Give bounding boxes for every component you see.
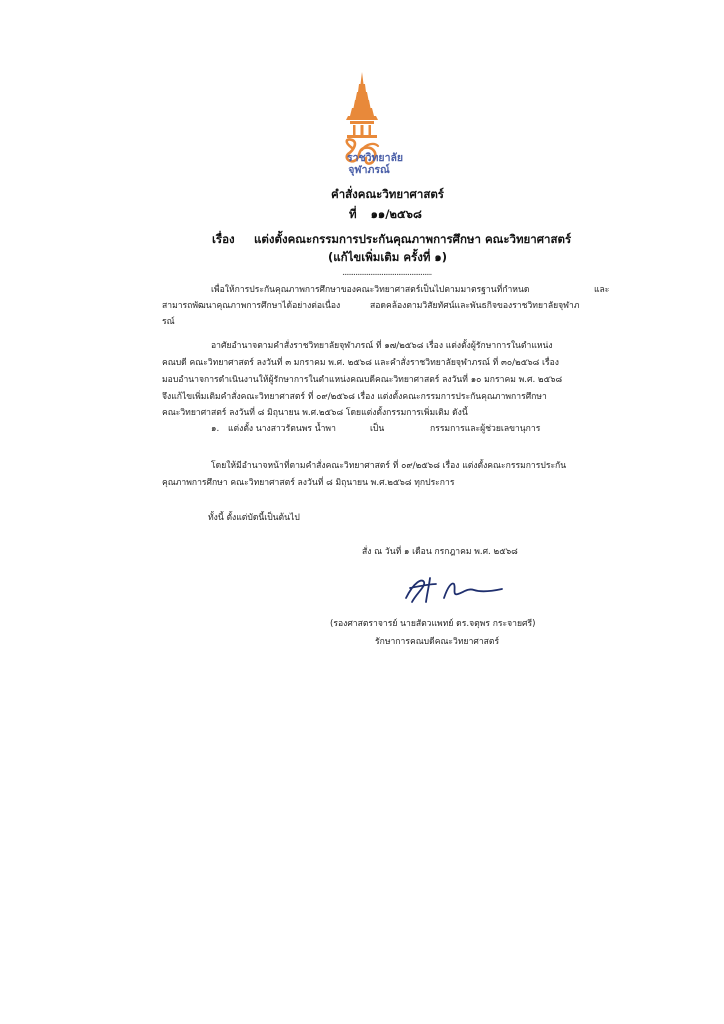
header-separator: ................................................ [342,268,432,278]
para2-line2: คณบดี คณะวิทยาศาสตร์ ลงวันที่ ๓ มกราคม พ.ศ. ๒๕๖๘ และคำสั่งราชวิทยาลัยจุฬาภรณ์ ที่ ๓๐/๒๕๖๘ เรื่อง [162,358,559,368]
signatory-position: รักษาการคณบดีคณะวิทยาศาสตร์ [375,637,500,647]
signatory-name: (รองศาสตราจารย์ นายสัตวแพทย์ ดร.จตุพร กระจายศรี) [330,619,536,629]
item1-number: ๑. [211,424,220,434]
para2-line1: อาศัยอำนาจตามคำสั่งราชวิทยาลัยจุฬาภรณ์ ที่ ๑๗/๒๕๖๘ เรื่อง แต่งตั้งผู้รักษาการในตำแหน่ง [211,341,553,351]
para1-line2-b: สอดคล้องตามวิสัยทัศน์และพันธกิจของราชวิทยาลัยจุฬาภ [370,301,580,311]
para1-line2-a: สามารถพัฒนาคุณภาพการศึกษาได้อย่างต่อเนื่อง [162,301,341,311]
para4-effective: ทั้งนี้ ตั้งแต่บัดนี้เป็นต้นไป [208,513,300,523]
subject-text: แต่งตั้งคณะกรรมการประกันคุณภาพการศึกษา คณะวิทยาศาสตร์ [254,232,572,246]
item1-role: กรรมการและผู้ช่วยเลขานุการ [430,424,541,434]
subject-label: เรื่อง [212,232,235,246]
order-title: คำสั่งคณะวิทยาศาสตร์ [331,187,444,201]
logo-text-line2: จุฬาภรณ์ [348,164,390,176]
para1-line1-b: และ [594,285,610,295]
logo-text-line1: ราชวิทยาลัย [346,152,404,164]
para2-line3: มอบอำนาจการดำเนินงานให้ผู้รักษาการในตำแหน่งคณบดีคณะวิทยาศาสตร์ ลงวันที่ ๑๐ มกราคม พ.ศ. ๒๕๖๘ [162,375,563,385]
order-number-value: ๑๑/๒๕๖๘ [370,207,422,221]
item1-as: เป็น [370,424,385,434]
order-number-label: ที่ [349,207,357,221]
subject-note: (แก้ไขเพิ่มเติม ครั้งที่ ๑) [328,250,447,264]
para1-line3: รณ์ [162,317,175,327]
para3-line2: คุณภาพการศึกษา คณะวิทยาศาสตร์ ลงวันที่ ๘ มิถุนายน พ.ศ.๒๕๖๘ ทุกประการ [162,478,455,488]
para2-line5: คณะวิทยาศาสตร์ ลงวันที่ ๘ มิถุนายน พ.ศ.๒๕๖๘ โดยแต่งตั้งกรรมการเพิ่มเติม ดังนี้ [162,408,468,418]
handwritten-signature [396,572,508,606]
item1-text: แต่งตั้ง นางสาวรัตนพร น้ำพา [228,424,336,434]
para2-line4: จึงแก้ไขเพิ่มเติมคำสั่งคณะวิทยาศาสตร์ ที่ ๐๙/๒๕๖๘ เรื่อง แต่งตั้งคณะกรรมการประกันคุณภาพการศึกษา [162,392,547,402]
para1-line1-a: เพื่อให้การประกันคุณภาพการศึกษาของคณะวิทยาศาสตร์เป็นไปตามมาตรฐานที่กำหนด [211,285,530,295]
order-number [349,206,422,224]
issue-date: สั่ง ณ วันที่ ๑ เดือน กรกฎาคม พ.ศ. ๒๕๖๘ [362,547,518,557]
para3-line1: โดยให้มีอำนาจหน้าที่ตามคำสั่งคณะวิทยาศาสตร์ ที่ ๐๙/๒๕๖๘ เรื่อง แต่งตั้งคณะกรรมการประกัน [211,461,567,471]
